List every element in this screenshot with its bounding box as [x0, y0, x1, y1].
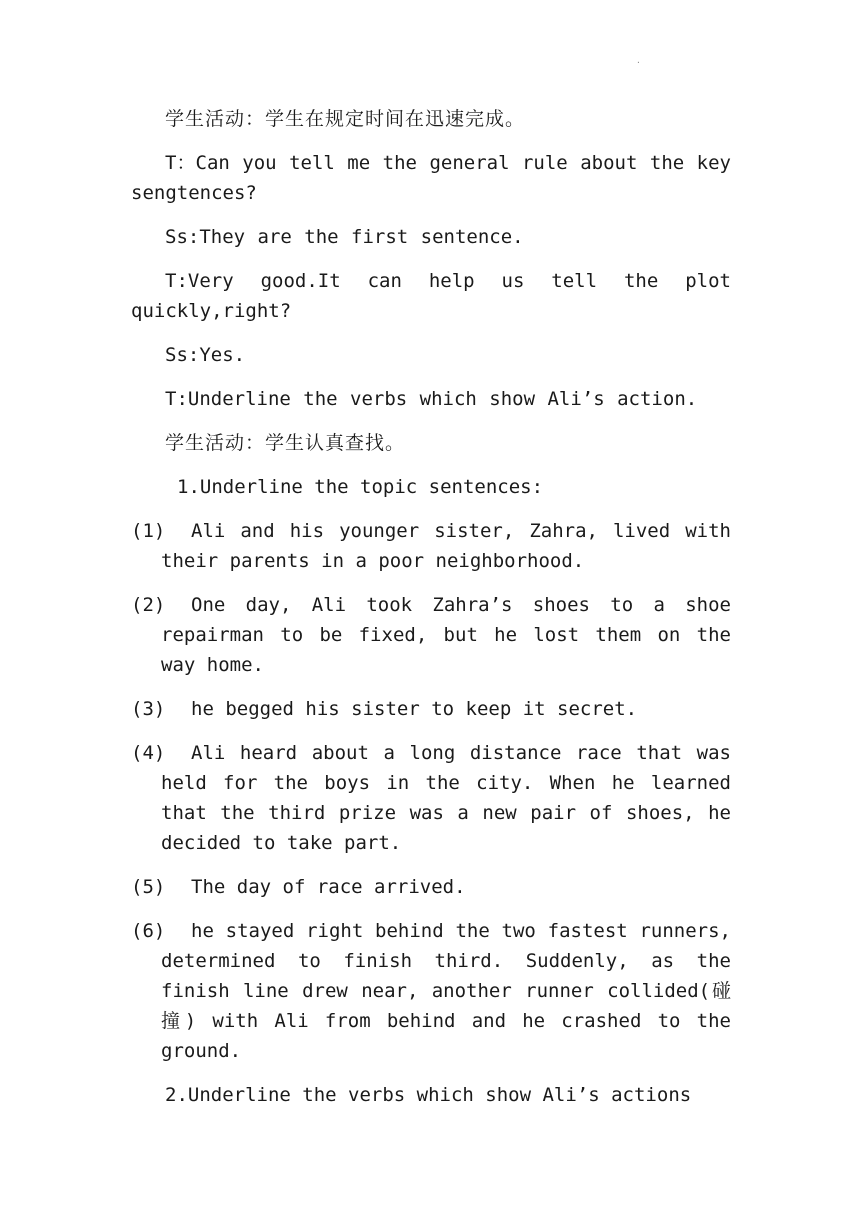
teacher-question-rule: T：Can you tell me the general rule about the key sengtences? — [131, 152, 731, 204]
topic-item-1 — [131, 516, 731, 576]
document-body — [131, 104, 731, 1124]
teacher-instruction-verbs: T:Underline the verbs which show Ali’s action. — [165, 388, 698, 410]
topic-item-number: (3) — [131, 698, 166, 720]
teacher-comment-plot: T:Very good.It can help us tell the plot quickly,right? — [131, 270, 731, 322]
topic-item-3 — [131, 694, 731, 724]
topic-item-number: (1) — [131, 520, 166, 542]
topic-item-text: The day of race arrived. — [191, 876, 466, 898]
student-activity-1: 学生活动：学生在规定时间在迅速完成。 — [165, 108, 526, 130]
topic-item-text: he begged his sister to keep it secret. — [191, 698, 638, 720]
topic-item-text: Ali and his younger sister, Zahra, lived with their parents in a poor neighborhood. — [161, 520, 731, 572]
topic-item-number: (5) — [131, 876, 166, 898]
topic-item-text: One day, Ali took Zahra’s shoes to a shoe repairman to be fixed, but he lost them on the way home. — [161, 594, 731, 676]
students-answer-first-sentence: Ss:They are the first sentence. — [165, 226, 524, 248]
task2-heading: 2.Underline the verbs which show Ali’s actions — [165, 1084, 692, 1106]
topic-item-number: (2) — [131, 594, 166, 616]
students-answer-yes: Ss:Yes. — [165, 344, 246, 366]
topic-item-number: (4) — [131, 742, 166, 764]
topic-item-4 — [131, 738, 731, 858]
topic-item-5 — [131, 872, 731, 902]
topic-item-text: he stayed right behind the two fastest runners, determined to finish third. Suddenly, as the finish line drew near, another runner collided(碰撞) with Ali from behind and he crashed to the ground. — [161, 920, 731, 1062]
page-marker: · — [636, 58, 641, 67]
topic-item-text: Ali heard about a long distance race that was held for the boys in the city. When he learned that the third prize was a new pair of shoes, he decided to take part. — [161, 742, 731, 854]
topic-item-2 — [131, 590, 731, 680]
topic-item-number: (6) — [131, 920, 166, 942]
student-activity-2: 学生活动：学生认真查找。 — [165, 432, 406, 454]
task1-heading: 1.Underline the topic sentences: — [177, 476, 544, 498]
topic-item-6 — [131, 916, 731, 1066]
